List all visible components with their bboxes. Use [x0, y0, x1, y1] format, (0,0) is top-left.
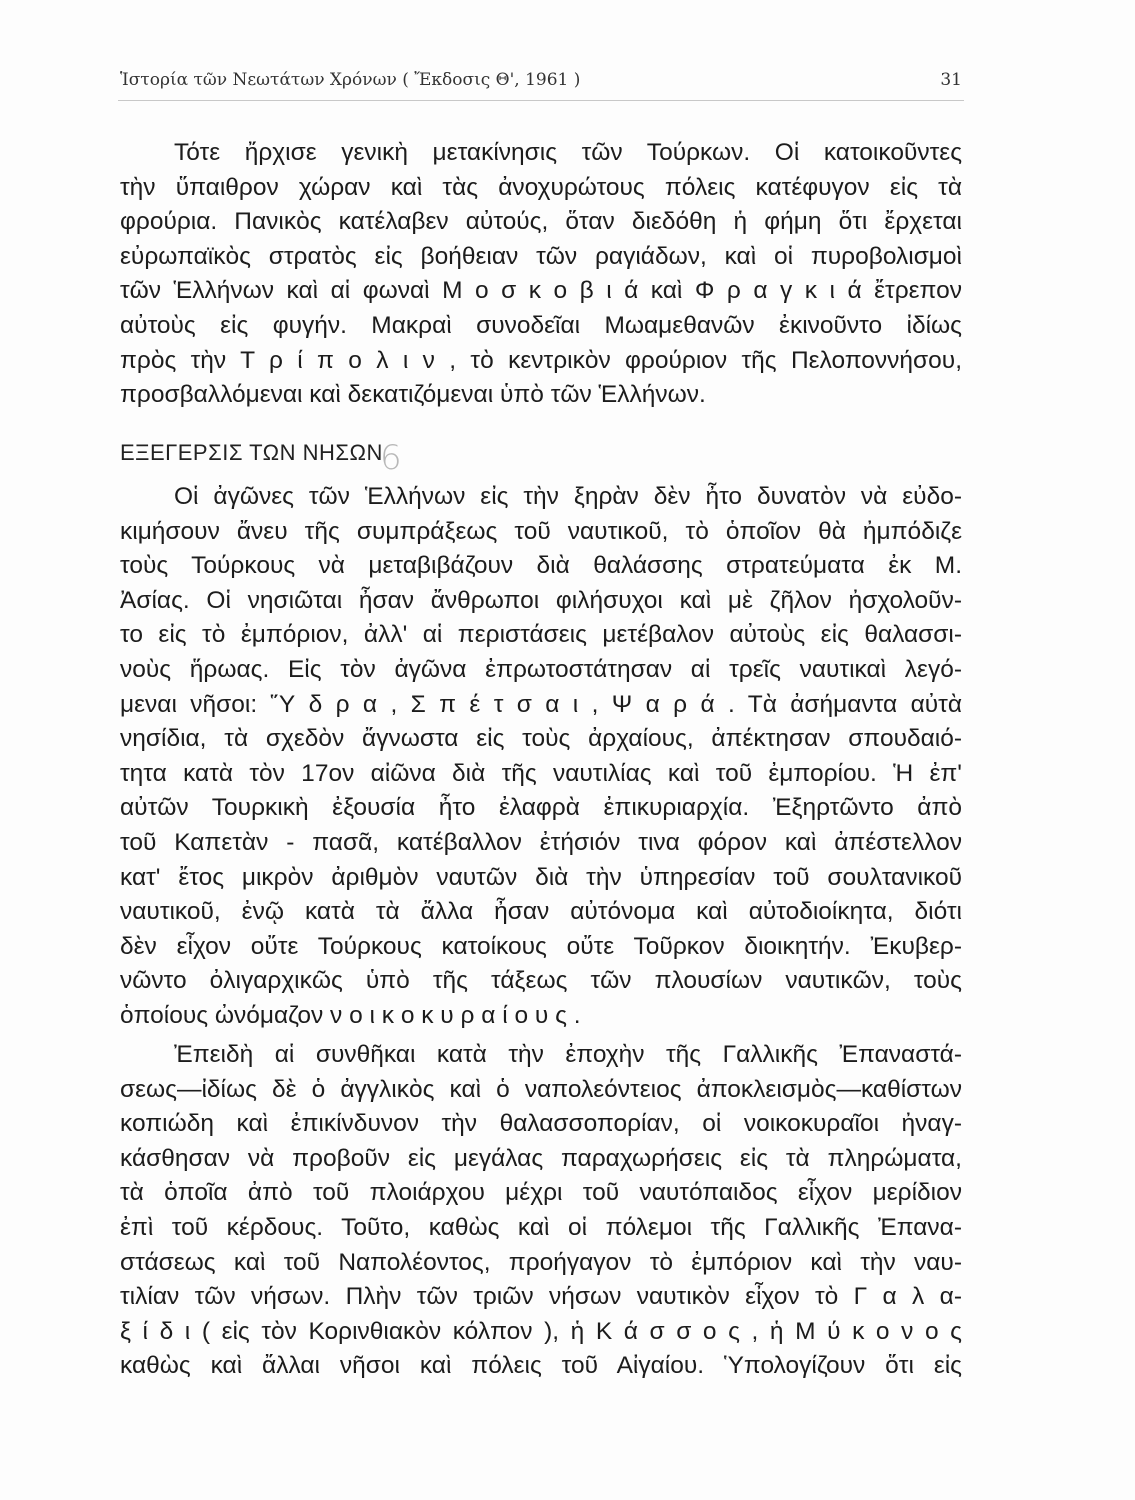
text-line: σεως—ἰδίως δὲ ὁ ἀγγλικὸς καὶ ὁ ναπολεόντειος ἀποκλεισμὸς—καθίστων [120, 1075, 962, 1103]
text-line: τῶν Ἑλλήνων καὶ αἱ φωναὶ Μ ο σ κ ο β ι ά καὶ Φ ρ α γ κ ι ά ἔτρεπον [120, 277, 962, 305]
text-line: μεναι νῆσοι: Ὕ δ ρ α , Σ π έ τ σ α ι , Ψ α ρ ά . Τὰ ἀσήμαντα αὐτὰ [120, 690, 962, 718]
text-line: το εἰς τὸ ἐμπόριον, ἀλλ' αἱ περιστάσεις μετέβαλον αὐτοὺς εἰς θαλασσι- [120, 621, 962, 649]
paragraph-1 [120, 136, 962, 413]
text-line: ὁποίους ὠνόμαζον ν ο ι κ ο κ υ ρ α ί ο υ ς . [120, 1001, 581, 1029]
text-line: κατ' ἔτος μικρὸν ἀριθμὸν ναυτῶν διὰ τὴν ὑπηρεσίαν τοῦ σουλτανικοῦ [120, 863, 962, 891]
text-line: Ἀσίας. Οἱ νησιῶται ἦσαν ἄνθρωποι φιλήσυχοι καὶ μὲ ζῆλον ἠσχολοῦν- [120, 586, 962, 614]
text-line: τὴν ὕπαιθρον χώραν καὶ τὰς ἀνοχυρώτους πόλεις κατέφυγον εἰς τὰ [120, 173, 962, 201]
text-line: Ἐπειδὴ αἱ συνθῆκαι κατὰ τὴν ἐποχὴν τῆς Γαλλικῆς Ἐπαναστά- [174, 1041, 962, 1068]
text-line: νησίδια, τὰ σχεδὸν ἄγνωστα εἰς τοὺς ἀρχαίους, ἀπέκτησαν σπουδαιό- [120, 725, 962, 753]
text-line: στάσεως καὶ τοῦ Ναπολέοντος, προήγαγον τὸ ἐμπόριον καὶ τὴν ναυ- [120, 1248, 962, 1276]
paragraph-2 [120, 480, 962, 1034]
text-line: νοὺς ἥρωας. Εἰς τὸν ἀγῶνα ἐπρωτοστάτησαν αἱ τρεῖς ναυτικαὶ λεγό- [120, 655, 962, 683]
running-title: Ἱστορία τῶν Νεωτάτων Χρόνων ( Ἔκδοσις Θ', 1961 ) [120, 70, 581, 90]
text-line: Οἱ ἀγῶνες τῶν Ἑλλήνων εἰς τὴν ξηρὰν δὲν ἦτο δυνατὸν νὰ εὐδο- [174, 483, 962, 510]
text-line: καθὼς καὶ ἄλλαι νῆσοι καὶ πόλεις τοῦ Αἰγαίου. Ὑπολογίζουν ὅτι εἰς [120, 1352, 962, 1380]
text-line: τὰ ὁποῖα ἀπὸ τοῦ πλοιάρχου μέχρι τοῦ ναυτόπαιδος εἶχον μερίδιον [120, 1179, 962, 1207]
running-header [120, 70, 962, 98]
text-line: αὐτῶν Τουρκικὴ ἐξουσία ἦτο ἐλαφρὰ ἐπικυριαρχία. Ἐξηρτῶντο ἀπὸ [120, 794, 962, 822]
text-line: ξ ί δ ι ( εἰς τὸν Κορινθιακὸν κόλπον ), ἡ Κ ά σ σ ο ς , ἡ Μ ύ κ ο ν ο ς [120, 1317, 962, 1345]
text-line: νῶντο ὀλιγαρχικῶς ὑπὸ τῆς τάξεως τῶν πλουσίων ναυτικῶν, τοὺς [120, 967, 962, 995]
text-line: τητα κατὰ τὸν 17ον αἰῶνα διὰ τῆς ναυτιλίας καὶ τοῦ ἐμπορίου. Ἡ ἐπ' [120, 759, 962, 787]
text-line: κάσθησαν νὰ προβοῦν εἰς μεγάλας παραχωρήσεις εἰς τὰ πληρώματα, [120, 1144, 962, 1172]
handwritten-mark: 6 [380, 438, 402, 478]
text-line: κοπιώδη καὶ ἐπικίνδυνον τὴν θαλασσοπορίαν, οἱ νοικοκυραῖοι ἠναγ- [120, 1110, 962, 1138]
text-line: δὲν εἶχον οὔτε Τούρκους κατοίκους οὔτε Τοῦρκον διοικητήν. Ἐκυβερ- [120, 932, 962, 960]
text-line: φρούρια. Πανικὸς κατέλαβεν αὐτούς, ὅταν διεδόθη ἡ φήμη ὅτι ἔρχεται [120, 208, 962, 236]
text-line: τοῦ Καπετὰν - πασᾶ, κατέβαλλον ἐτήσιόν τινα φόρον καὶ ἀπέστελλον [120, 828, 962, 856]
text-line: ναυτικοῦ, ἐνῷ κατὰ τὰ ἄλλα ἦσαν αὐτόνομα καὶ αὐτοδιοίκητα, διότι [120, 898, 962, 926]
text-line: τοὺς Τούρκους νὰ μεταβιβάζουν διὰ θαλάσσης στρατεύματα ἐκ Μ. [120, 552, 962, 580]
text-line: ἐπὶ τοῦ κέρδους. Τοῦτο, καθὼς καὶ οἱ πόλεμοι τῆς Γαλλικῆς Ἐπανα- [120, 1213, 962, 1241]
text-line: κιμήσουν ἄνευ τῆς συμπράξεως τοῦ ναυτικοῦ, τὸ ὁποῖον θὰ ἠμπόδιζε [120, 517, 962, 545]
text-line: πρὸς τὴν Τ ρ ί π ο λ ι ν , τὸ κεντρικὸν φρούριον τῆς Πελοποννήσου, [120, 346, 962, 374]
text-line: προσβαλλόμεναι καὶ δεκατιζόμεναι ὑπὸ τῶν Ἑλλήνων. [120, 381, 706, 409]
text-line: τιλίαν τῶν νήσων. Πλὴν τῶν τριῶν νήσων ναυτικὸν εἶχον τὸ Γ α λ α- [120, 1283, 962, 1311]
paragraph-3 [120, 1038, 962, 1384]
text-line: Τότε ἤρχισε γενικὴ μετακίνησις τῶν Τούρκων. Οἱ κατοικοῦντες [174, 139, 962, 166]
page-number: 31 [940, 70, 962, 90]
section-heading: ΕΞΕΓΕΡΣΙΣ ΤΩΝ ΝΗΣΩΝ [120, 440, 383, 465]
header-rule [118, 100, 964, 101]
text-line: αὐτοὺς εἰς φυγήν. Μακραὶ συνοδεῖαι Μωαμεθανῶν ἐκινοῦντο ἰδίως [120, 311, 962, 339]
text-line: εὐρωπαϊκὸς στρατὸς εἰς βοήθειαν τῶν ραγιάδων, καὶ οἱ πυροβολισμοὶ [120, 242, 962, 270]
